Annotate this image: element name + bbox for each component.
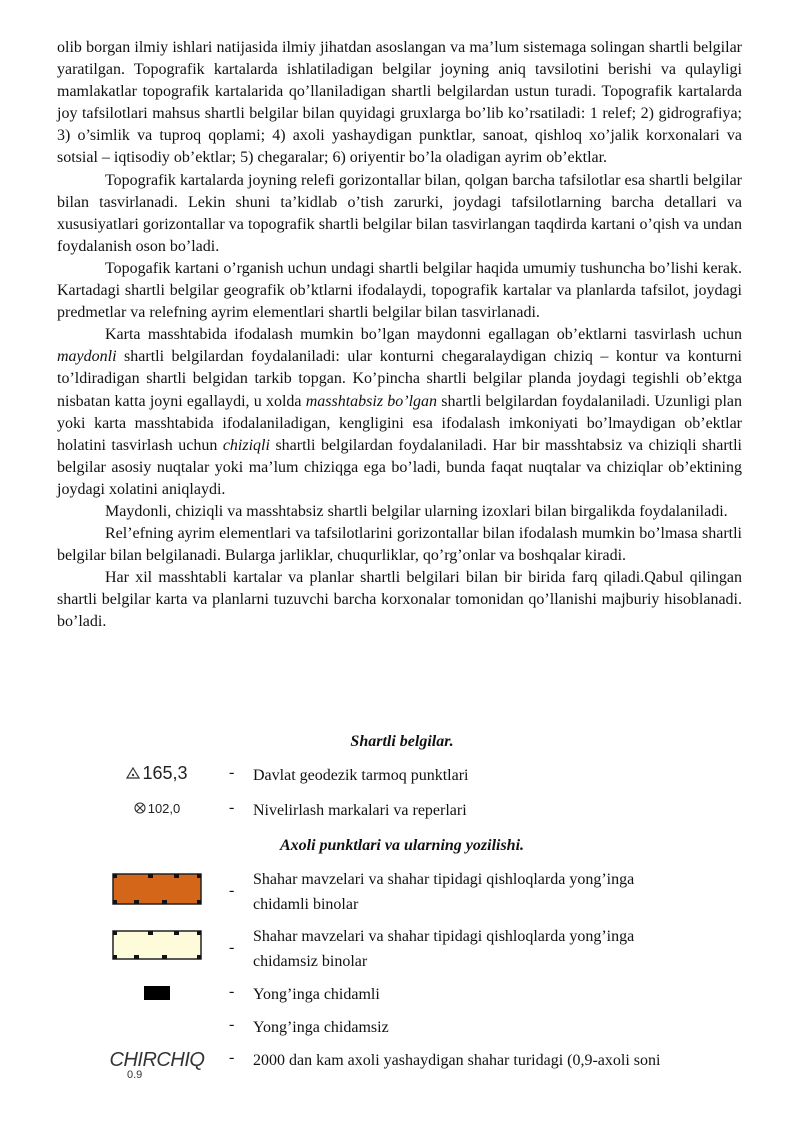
legend-desc: chidamsiz binolar	[253, 953, 368, 970]
paragraph-text: Har xil masshtabli kartalar va planlar shartli belgilari bilan bir birida farq qiladi.Qabul qilingan shartli belgilar karta va planlarni tuzuvchi barcha korxonalar tomonidan qo’llanishi majburiy hisoblanadi. bo’ladi.	[57, 569, 742, 631]
legend-desc: chidamli binolar	[253, 896, 359, 913]
legend-row-fireproof-blocks	[57, 868, 747, 920]
legend-dash: -	[229, 1049, 235, 1066]
triangle-point-icon	[126, 767, 140, 779]
legend-dash: -	[229, 1016, 235, 1033]
paragraph-text: Topografik kartalarda joyning relefi gorizontallar bilan, qolgan barcha tafsilotlar esa shartli belgilar bilan tasvirlanadi. Lekin shuni ta’kidlab o’tish zarurki, joydagi tafsilotlarning barcha detallari va xususiyatlari gorizontallar va topografik shartli belgilar bilan tasvirlangan taqdirda kartani o’qish va undan foydalanish oson bo’ladi.	[57, 171, 742, 255]
geodetic-point-symbol	[87, 761, 227, 785]
nonfireproof-block-symbol	[87, 929, 227, 961]
paragraph-text: Topogafik kartani o’rganish uchun undagi shartli belgilar haqida umumiy tushuncha bo’lishi kerak. Kartadagi shartli belgilar geografik ob’ktlarni ifodalaydi, topografik kartalar va planlarda tafsilot, joydagi predmetlar va relefning ayrim elementlari shartli belgilar bilan tasvirlanadi.	[57, 259, 742, 322]
town-name-label: CHIRCHIQ	[109, 1048, 205, 1071]
paragraph	[57, 567, 742, 633]
paragraph	[57, 170, 742, 258]
legend-row-geodetic-point	[57, 761, 747, 791]
legend-desc: Shahar mavzelari va shahar tipidagi qishloqlarda yong’inga	[253, 928, 635, 945]
paragraph-text: shartli belgilardan foydalaniladi: ular konturni chegaralaydigan chiziq – kontur va konturni to’ldiradigan shartli belgidan tarkib topgan. Ko’pincha shartli belgilar planda joydagi tegishli ob’ektga nisbatan katta joyni egallaydi, u xolda	[57, 348, 742, 410]
legend-title: Shartli belgilar.	[350, 733, 454, 750]
italic-term: masshtabsiz bo’lgan	[305, 392, 438, 410]
italic-term: maydonli	[57, 348, 117, 366]
legend-desc: Yong’inga chidamsiz	[253, 1019, 389, 1036]
legend-row-fireproof	[57, 983, 747, 1013]
document-body	[57, 37, 742, 634]
legend-row-nonfireproof	[57, 1016, 747, 1046]
leveling-mark-symbol	[87, 796, 227, 820]
fireproof-block-symbol	[87, 873, 227, 905]
legend-desc: Davlat geodezik tarmoq punktlari	[253, 767, 469, 784]
legend-section	[57, 731, 747, 1081]
town-population-label: 0.9	[127, 1069, 143, 1081]
paragraph-text: olib borgan ilmiy ishlari natijasida ilmiy jihatdan asoslangan va ma’lum sistemaga solingan shartli belgilar yaratilgan. Topografik kartalarda ishlatiladigan belgilar joyning aniq tavsilotini berishi va qulayligi mamlakatlar topografik kartalarida qo’llaniladigan shartli belgilardan ustun turadi. Topografik kartalarda joy tafsilotlari mahsus shartli belgilar bilan quyidagi gruxlarga bo’lib ko’rsatiladi: 1 relef; 2) gidrografiya; 3) o’simlik va tuproq qoplami; 4) axoli yashaydigan punktlar, sanoat, qishloq xo’jalik korxonalari va sotsial – iqtisodiy ob’ektlar; 5) chegaralar; 6) oriyentir bo’la oladigan ayrim ob’ektlar.	[57, 39, 742, 167]
paragraph	[57, 258, 742, 324]
fireproof-symbol	[87, 983, 227, 1003]
paragraph	[57, 37, 742, 170]
legend-dash: -	[229, 882, 235, 899]
paragraph-text: shartli belgilardan foydalaniladi. Har bir masshtabsiz va chiziqli shartli belgilar asosiy nuqtalar yoki ma’lum chiziqga ega bo’ladi, bunda faqat nuqtalar va chiziqlar ob’ektining joydagi xolatini aniqlaydi.	[57, 436, 743, 498]
legend-dash: -	[229, 764, 235, 781]
paragraph-text: Rel’efning ayrim elementlari va tafsilotlarini gorizontallar bilan ifodalash mumkin bo’lmasa shartli belgilar bilan belgilanadi. Bularga jarliklar, chuqurliklar, qo’rg’onlar va boshqalar kiradi.	[57, 525, 742, 565]
paragraph-text: shartli belgilardan foydalaniladi. Uzunligi plan yoki karta masshtabida ifodalaniladigan, kengligini esa ifodalash imkoniyati bo’lmaydigan ob’ektlar holatini tasvirlash uchun	[57, 392, 742, 454]
legend-desc: Nivelirlash markalari va reperlari	[253, 802, 467, 819]
paragraph-text: Maydonli, chiziqli va masshtabsiz shartli belgilar ularning izoxlari bilan birgalikda foydalaniladi.	[105, 502, 728, 520]
paragraph	[57, 324, 742, 501]
orange-block-icon	[112, 873, 202, 905]
legend-desc: Yong’inga chidamli	[253, 986, 380, 1003]
legend-dash: -	[229, 939, 235, 956]
legend-row-nonfireproof-blocks	[57, 925, 747, 977]
legend-dash: -	[229, 983, 235, 1000]
paragraph	[57, 523, 742, 567]
yellow-block-icon	[112, 930, 202, 960]
legend-desc: Shahar mavzelari va shahar tipidagi qishloqlarda yong’inga	[253, 871, 635, 888]
geodetic-point-elevation: 165,3	[142, 762, 188, 783]
paragraph-text: Karta masshtabida ifodalash mumkin bo’lgan maydonni egallagan ob’ektlarni tasvirlash uchun	[105, 326, 742, 344]
circle-cross-icon	[134, 802, 146, 814]
legend-desc: 2000 dan kam axoli yashaydigan shahar turidagi (0,9-axoli soni	[253, 1052, 661, 1069]
paragraph	[57, 501, 742, 523]
legend-dash: -	[229, 799, 235, 816]
leveling-mark-elevation: 102,0	[147, 800, 181, 816]
town-label-symbol	[87, 1047, 227, 1081]
legend-row-town	[57, 1047, 747, 1087]
black-rect-icon	[144, 986, 170, 1000]
italic-term: chiziqli	[222, 436, 270, 454]
section-title: Axoli punktlari va ularning yozilishi.	[279, 837, 525, 854]
legend-row-leveling-mark	[57, 796, 747, 826]
